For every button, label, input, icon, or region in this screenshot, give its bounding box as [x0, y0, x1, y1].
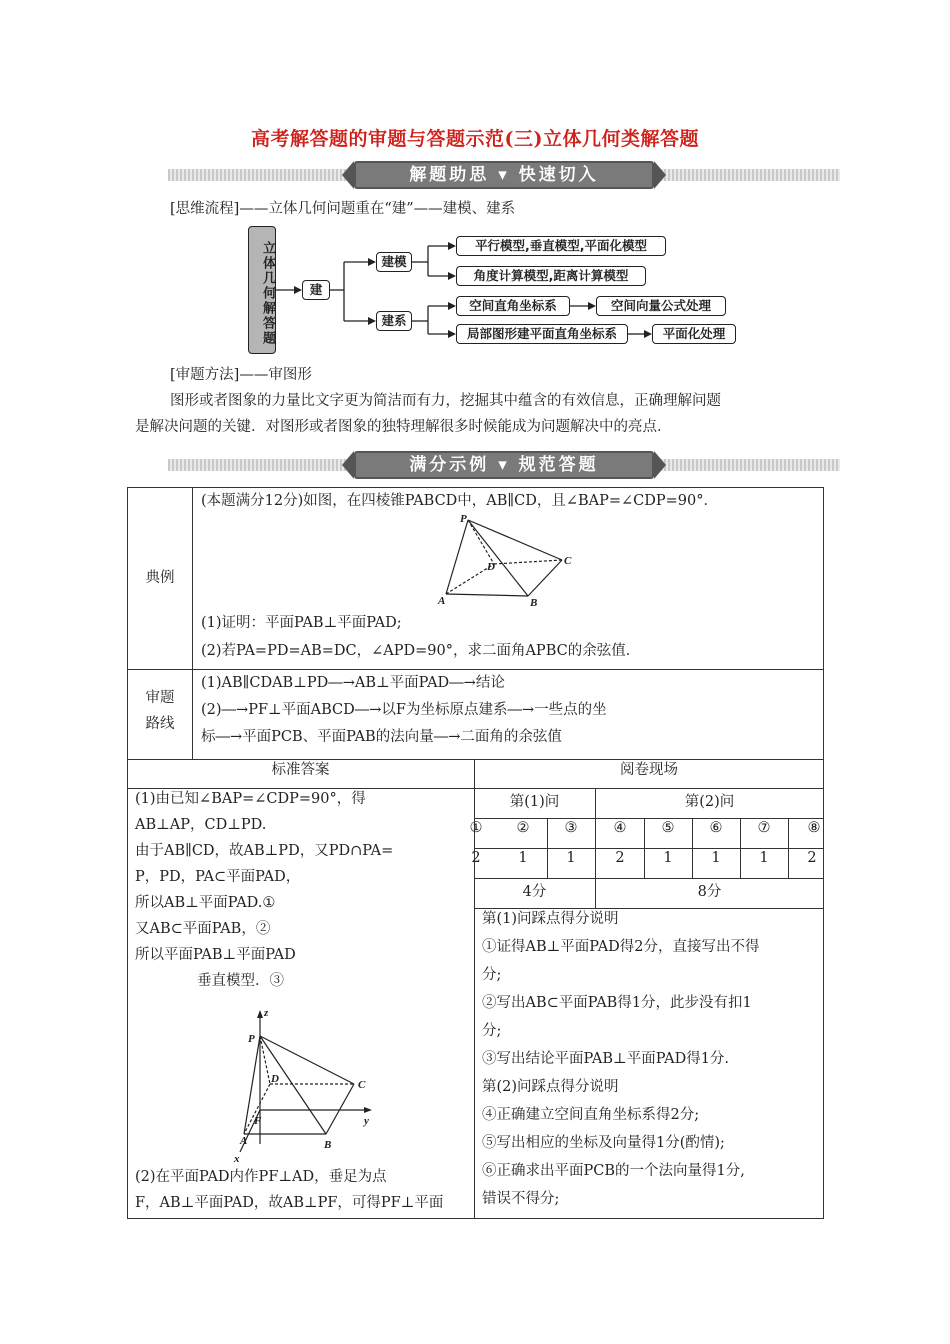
edge-ab — [446, 594, 528, 596]
label-b: B — [530, 597, 538, 609]
thinking-flow-line: [思维流程]——立体几何问题重在“建”——建模、建系 — [170, 201, 516, 217]
page-title: 高考解答题的审题与答题示范(三)立体几何类解答题 — [251, 128, 699, 150]
edge-pd — [468, 520, 494, 564]
flow-jian-box: 建 — [302, 280, 330, 300]
label-d: D — [271, 1073, 279, 1085]
grade-line: ①证得AB⊥平面PAD得2分，直接写出不得 — [482, 939, 760, 955]
grade-line: ⑤写出相应的坐标及向量得1分(酌情); — [482, 1135, 725, 1151]
problem-q1: (1)证明：平面PAB⊥平面PAD; — [201, 615, 402, 631]
label-z: z — [264, 1007, 269, 1019]
edge-dc — [494, 560, 562, 564]
flow-coord-1b: 空间向量公式处理 — [596, 296, 726, 316]
flow-jianmo-box: 建模 — [376, 252, 412, 272]
method-paragraph-1: 图形或者图象的力量比文字更为简洁而有力，挖掘其中蕴含的有效信息，正确理解问题 — [170, 393, 721, 409]
score-point-5: 1 — [663, 850, 673, 866]
label-c: C — [564, 555, 572, 567]
pyramid-figure — [436, 512, 586, 612]
flow-model-1: 平行模型,垂直模型,平面化模型 — [456, 236, 666, 256]
score-point-3: 1 — [566, 850, 576, 866]
edge-pc — [468, 520, 562, 560]
grade-line: 错误不得分; — [482, 1191, 560, 1207]
grading-notes — [482, 906, 820, 1212]
example-label: 典例 — [145, 570, 175, 586]
flow-coord-1: 空间直角坐标系 — [456, 296, 570, 316]
grading-header: 阅卷现场 — [620, 762, 678, 778]
std-line: 所以AB⊥平面PAD.① — [135, 895, 276, 911]
label-p: P — [248, 1033, 255, 1045]
banner-1-label: 解题助思 ▾ 快速切入 — [354, 161, 654, 189]
grade-line: 分; — [482, 967, 502, 983]
score-mark-7: ⑦ — [757, 820, 771, 836]
grade-line: 分; — [482, 1023, 502, 1039]
std-line: (2)在平面PAD内作PF⊥AD，垂足为点 — [135, 1169, 387, 1185]
label-c: C — [358, 1079, 366, 1091]
grade-line: ③写出结论平面PAB⊥平面PAD得1分. — [482, 1051, 730, 1067]
std-line: AB⊥AP，CD⊥PD. — [135, 817, 267, 833]
section-banner-1 — [168, 160, 840, 190]
method-paragraph-2: 是解决问题的关键．对图形或者图象的独特理解很多时候能成为问题解决中的亮点． — [135, 419, 672, 435]
grade-line: ⑥正确求出平面PCB的一个法向量得1分, — [482, 1163, 745, 1179]
edge-bc — [528, 560, 562, 596]
coordinate-figure — [228, 1006, 378, 1164]
grade-line: ④正确建立空间直角坐标系得2分; — [482, 1107, 700, 1123]
score-q2-header: 第(2)问 — [684, 794, 735, 810]
grade-line: 第(1)问踩点得分说明 — [482, 911, 619, 927]
std-line: 由于AB∥CD，故AB⊥PD，又PD∩PA= — [135, 843, 394, 859]
flow-jianxi-box: 建系 — [376, 311, 412, 331]
std-line: 所以平面PAB⊥平面PAD — [135, 947, 296, 963]
label-x: x — [234, 1153, 240, 1164]
std-answer-part2 — [135, 1164, 469, 1216]
flow-diagram — [246, 226, 746, 361]
score-total-q2: 8分 — [697, 884, 722, 900]
flow-model-2: 角度计算模型,距离计算模型 — [456, 266, 646, 286]
banner-2-label: 满分示例 ▾ 规范答题 — [354, 451, 654, 479]
score-point-7: 1 — [759, 850, 769, 866]
score-mark-3: ③ — [564, 820, 578, 836]
std-answer-part1 — [135, 786, 469, 994]
score-total-q1: 4分 — [522, 884, 547, 900]
score-point-2: 1 — [518, 850, 528, 866]
std-line: (1)由已知∠BAP=∠CDP=90°，得 — [135, 791, 366, 807]
std-line: 又AB⊂平面PAB，② — [135, 921, 271, 937]
grade-line: 第(2)问踩点得分说明 — [482, 1079, 619, 1095]
std-line: P，PD，PA⊂平面PAD， — [135, 869, 301, 885]
edge-pb — [468, 520, 528, 596]
label-a: A — [240, 1135, 248, 1147]
problem-q2: (2)若PA=PD=AB=DC，∠APD=90°，求二面角APBC的余弦值． — [201, 643, 641, 659]
score-mark-6: ⑥ — [709, 820, 723, 836]
label-y: y — [364, 1115, 369, 1127]
label-f: F — [254, 1115, 262, 1127]
score-mark-1: ① — [469, 820, 483, 836]
flow-root-box: 立体几何解答题 — [248, 226, 276, 354]
label-p: P — [460, 513, 467, 525]
label-a: A — [438, 595, 446, 607]
std-answer-header: 标准答案 — [271, 762, 330, 778]
std-line: F，AB⊥平面PAD，故AB⊥PF，可得PF⊥平面 — [135, 1195, 444, 1211]
score-point-6: 1 — [711, 850, 721, 866]
route-line-3: 标―→平面PCB、平面PAB的法向量―→二面角的余弦值 — [201, 729, 562, 745]
label-d: D — [487, 561, 495, 573]
score-point-8: 2 — [807, 850, 817, 866]
score-q1-header: 第(1)问 — [509, 794, 560, 810]
score-table — [469, 788, 824, 908]
score-mark-5: ⑤ — [661, 820, 675, 836]
section-banner-2 — [168, 450, 840, 480]
score-mark-4: ④ — [613, 820, 627, 836]
problem-statement: (本题满分12分)如图，在四棱锥PABCD中，AB∥CD，且∠BAP=∠CDP=90°． — [201, 493, 719, 509]
edge-bc — [326, 1084, 354, 1134]
grade-line: ②写出AB⊂平面PAB得1分，此步没有扣1 — [482, 995, 752, 1011]
score-point-1: 2 — [471, 850, 481, 866]
flow-coord-2: 局部图形建平面直角坐标系 — [456, 324, 628, 344]
flow-coord-2b: 平面化处理 — [652, 324, 736, 344]
label-b: B — [324, 1139, 332, 1151]
route-line-2: (2)―→PF⊥平面ABCD―→以F为坐标原点建系―→一些点的坐 — [201, 702, 607, 718]
score-point-4: 2 — [615, 850, 625, 866]
score-mark-8: ⑧ — [807, 820, 821, 836]
method-title: [审题方法]——审图形 — [170, 367, 312, 383]
route-label-2: 路线 — [145, 716, 175, 732]
route-label-1: 审题 — [145, 690, 175, 706]
score-mark-2: ② — [516, 820, 530, 836]
std-line: 垂直模型．③ — [197, 973, 284, 989]
route-line-1: (1)AB∥CDAB⊥PD―→AB⊥平面PAD―→结论 — [201, 675, 505, 691]
